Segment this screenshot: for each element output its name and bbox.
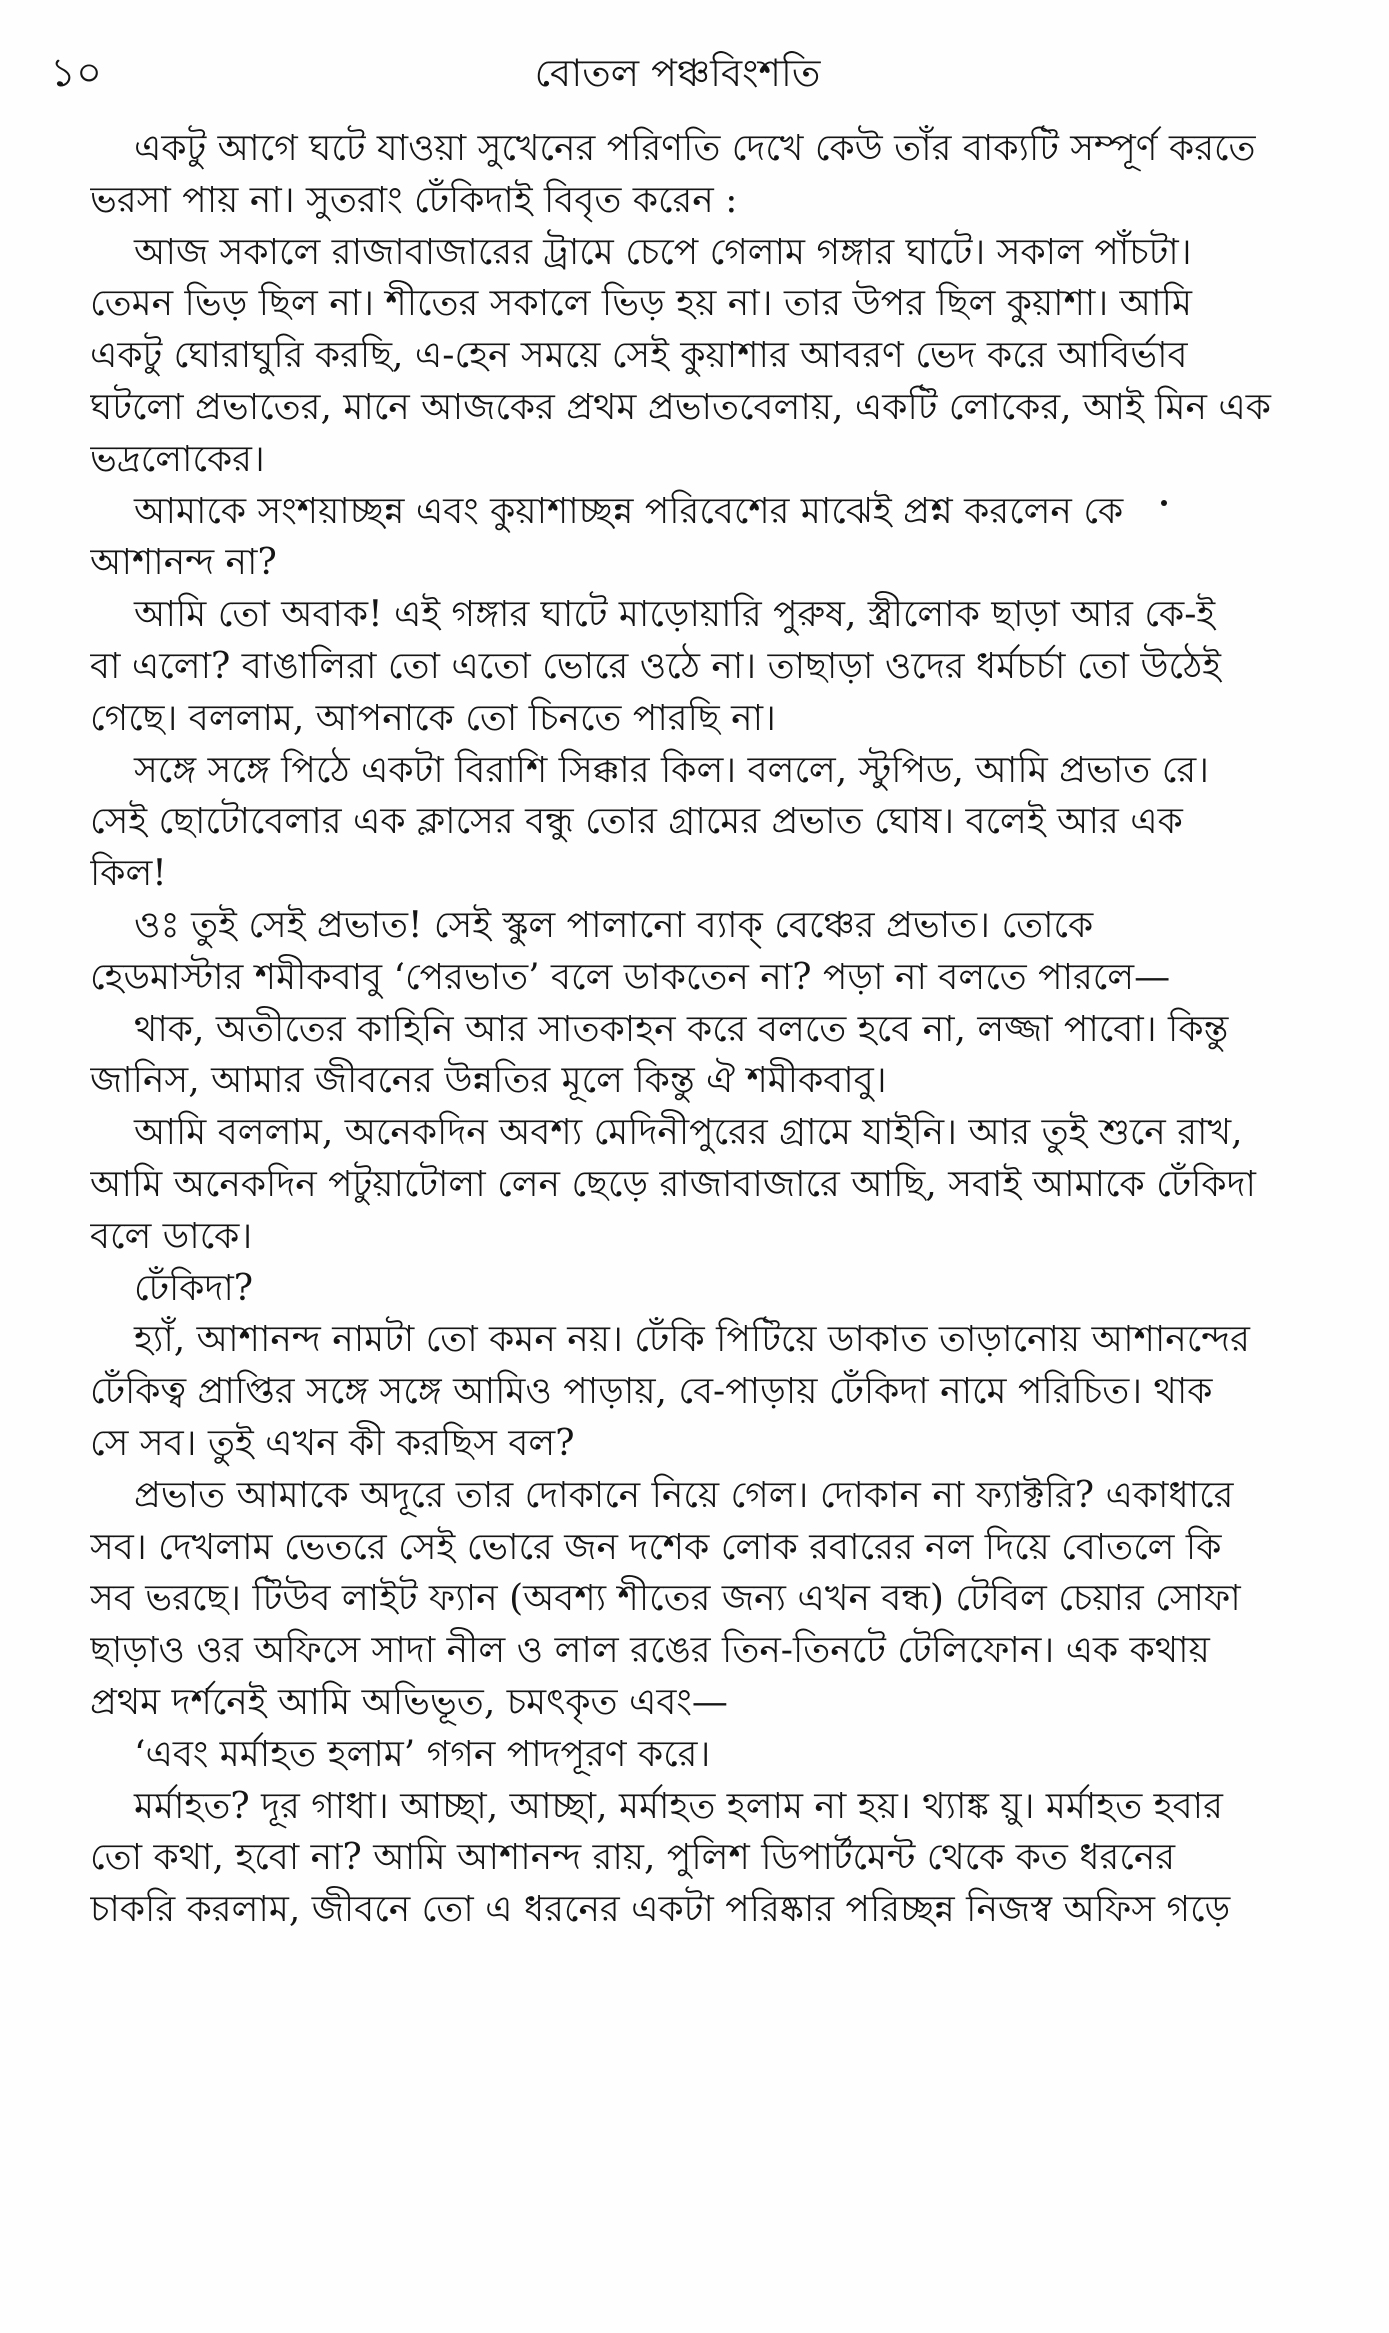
page-header [50,38,1305,108]
ink-speck [1161,500,1167,506]
text-line: ওঃ তুই সেই প্রভাত! সেই স্কুল পালানো ব্যাক্ বেঞ্চের প্রভাত। তোকে [134,904,1094,946]
text-line: সেই ছোটোবেলার এক ক্লাসের বন্ধু তোর গ্রামের প্রভাত ঘোষ। বলেই আর এক [90,801,1183,843]
text-line: কিল! [90,853,167,895]
text-line: সব। দেখলাম ভেতরে সেই ভোরে জন দশেক লোক রবারের নল দিয়ে বোতলে কি [90,1526,1222,1568]
text-line: আজ সকালে রাজাবাজারের ট্রামে চেপে গেলাম গঙ্গার ঘাটে। সকাল পাঁচটা। [134,231,1192,273]
text-line: বলে ডাকে। [90,1215,253,1257]
text-line: ঢেঁকিদা? [134,1267,254,1309]
text-line: মর্মাহত? দূর গাধা। আচ্ছা, আচ্ছা, মর্মাহত হলাম না হয়। থ্যাঙ্ক য়ু। মর্মাহত হবার [134,1785,1223,1827]
text-line: সে সব। তুই এখন কী করছিস বল? [90,1422,575,1464]
text-line: তেমন ভিড় ছিল না। শীতের সকালে ভিড় হয় না। তার উপর ছিল কুয়াশা। আমি [90,283,1192,325]
text-line: গেছে। বললাম, আপনাকে তো চিনতে পারছি না। [90,697,776,739]
text-line: চাকরি করলাম, জীবনে তো এ ধরনের একটা পরিষ্কার পরিচ্ছন্ন নিজস্ব অফিস গড়ে [90,1889,1231,1931]
text-line: ভদ্রলোকের। [90,438,265,480]
text-line: একটু আগে ঘটে যাওয়া সুখেনের পরিণতি দেখে কেউ তাঁর বাক্যটি সম্পূর্ণ করতে [134,128,1256,169]
text-line: ঢেঁকিত্ব প্রাপ্তির সঙ্গে সঙ্গে আমিও পাড়ায়, বে-পাড়ায় ঢেঁকিদা নামে পরিচিত। থাক [90,1371,1213,1413]
text-line: হ্যাঁ, আশানন্দ নামটা তো কমন নয়। ঢেঁকি পিটিয়ে ডাকাত তাড়ানোয় আশানন্দের [134,1319,1250,1361]
text-line: আমি তো অবাক! এই গঙ্গার ঘাটে মাড়োয়ারি পুরুষ, স্ত্রীলোক ছাড়া আর কে-ই [134,594,1216,636]
text-line: আমি বললাম, অনেকদিন অবশ্য মেদিনীপুরের গ্রামে যাইনি। আর তুই শুনে রাখ, [134,1112,1243,1154]
text-line: হেডমাস্টার শমীকবাবু ‘পেরভাত’ বলে ডাকতেন না? পড়া না বলতে পারলে— [90,956,1171,998]
text-line: আমাকে সংশয়াচ্ছন্ন এবং কুয়াশাচ্ছন্ন পরিবেশের মাঝেই প্রশ্ন করলেন কে [134,490,1124,532]
text-line: ‘এবং মর্মাহত হলাম’ গগন পাদপূরণ করে। [134,1733,711,1775]
text-line: সব ভরছে। টিউব লাইট ফ্যান (অবশ্য শীতের জন্য এখন বন্ধ) টেবিল চেয়ার সোফা [90,1578,1241,1620]
text-line: আমি অনেকদিন পটুয়াটোলা লেন ছেড়ে রাজাবাজারে আছি, সবাই আমাকে ঢেঁকিদা [90,1163,1256,1205]
text-line: প্রভাত আমাকে অদূরে তার দোকানে নিয়ে গেল। দোকান না ফ্যাক্টরি? একাধারে [134,1474,1234,1516]
body-text [90,123,1305,1936]
text-line: প্রথম দর্শনেই আমি অভিভূত, চমৎকৃত এবং— [90,1681,728,1723]
text-line: বা এলো? বাঙালিরা তো এতো ভোরে ওঠে না। তাছাড়া ওদের ধর্মচর্চা তো উঠেই [90,645,1221,687]
text-line: থাক, অতীতের কাহিনি আর সাতকাহন করে বলতে হবে না, লজ্জা পাবো। কিন্তু [134,1008,1229,1050]
text-line: জানিস, আমার জীবনের উন্নতির মূলে কিন্তু ঐ শমীকবাবু। [90,1060,887,1102]
text-line: ঘটলো প্রভাতের, মানে আজকের প্রথম প্রভাতবেলায়, একটি লোকের, আই মিন এক [90,386,1271,428]
text-line: ছাড়াও ওর অফিসে সাদা নীল ও লাল রঙের তিন-তিনটে টেলিফোন। এক কথায় [90,1630,1210,1672]
text-line: একটু ঘোরাঘুরি করছি, এ-হেন সময়ে সেই কুয়াশার আবরণ ভেদ করে আবির্ভাব [90,335,1188,377]
text-line: ভরসা পায় না। সুতরাং ঢেঁকিদাই বিবৃত করেন : [90,179,738,221]
text-line: সঙ্গে সঙ্গে পিঠে একটা বিরাশি সিক্কার কিল। বললে, স্টুপিড, আমি প্রভাত রে। [134,749,1210,791]
text-line: আশানন্দ না? [90,542,277,584]
running-title: বোতল পঞ্চবিংশতি [534,51,821,95]
text-line: তো কথা, হবো না? আমি আশানন্দ রায়, পুলিশ ডিপার্টমেন্ট থেকে কত ধরনের [90,1837,1176,1879]
page-number: ১০ [50,50,102,96]
